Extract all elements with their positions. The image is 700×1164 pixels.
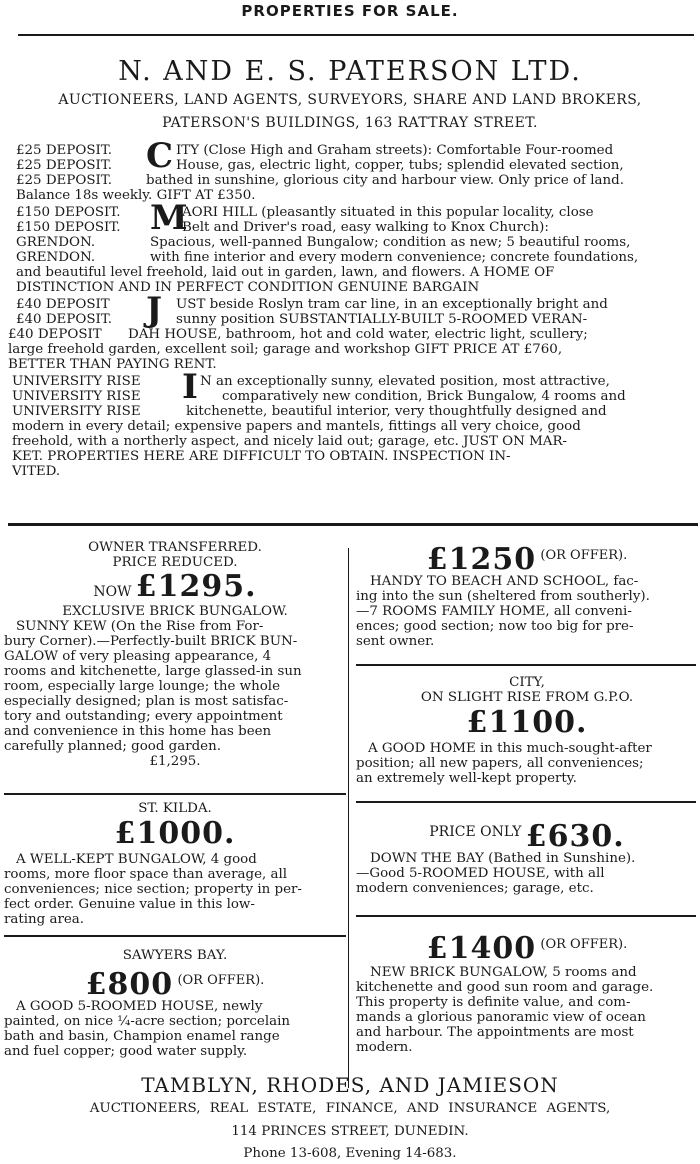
ad-text: and convenience in this home has been <box>4 724 272 739</box>
ad-text: ences; good section; now too big for pre- <box>356 619 634 634</box>
ad-text: —7 ROOMS FAMILY HOME, all conveni- <box>356 604 632 619</box>
page-title: PROPERTIES FOR SALE. <box>241 2 459 20</box>
price-suffix: (OR OFFER). <box>540 548 628 563</box>
listing-side-label: £25 DEPOSIT. <box>16 158 112 173</box>
price-prefix: PRICE ONLY <box>429 824 522 840</box>
price-suffix: (OR OFFER). <box>540 937 628 952</box>
ad-rule <box>356 664 696 666</box>
ad-heading: CITY, <box>509 675 545 690</box>
ad-heading: ST. KILDA. <box>138 801 212 816</box>
paterson-name: N. AND E. S. PATERSON LTD. <box>118 56 582 87</box>
ad-price-row <box>356 538 698 577</box>
listing-text: bathed in sunshine, glorious city and harbour view. Only price of land. <box>146 173 624 188</box>
ad-city-gpo <box>356 675 698 786</box>
ad-text: modern. <box>356 1040 413 1055</box>
ad-new-brick-bungalow <box>356 925 698 1055</box>
ad-text: SUNNY KEW (On the Rise from For- <box>16 619 264 634</box>
ad-text: NEW BRICK BUNGALOW, 5 rooms and <box>370 965 637 980</box>
ad-heading: PRICE REDUCED. <box>112 555 238 570</box>
ad-text: kitchenette and good sun room and garage. <box>356 980 654 995</box>
listing-text: AORI HILL (pleasantly situated in this popular locality, close <box>182 205 594 220</box>
ad-text: especially designed; plan is most satisfac- <box>4 694 289 709</box>
ad-text: and harbour. The appointments are most <box>356 1025 634 1040</box>
ad-text: an extremely well-kept property. <box>356 771 577 786</box>
listing-text: DAH HOUSE, bathroom, hot and cold water, electric light, scullery; <box>128 327 588 342</box>
listing-text: kitchenette, beautiful interior, very thoughtfully designed and <box>186 404 607 419</box>
ad-text: rating area. <box>4 912 85 927</box>
paterson-subtitle-2: PATERSON'S BUILDINGS, 163 RATTRAY STREET. <box>162 115 538 131</box>
listing-text: modern in every detail; expensive papers and mantels, fittings all very choice, good <box>12 419 581 434</box>
listing-text: UST beside Roslyn tram car line, in an exceptionally bright and <box>176 297 608 312</box>
ad-price-row <box>356 705 698 741</box>
price-prefix: NOW <box>93 584 132 600</box>
listing-text: Spacious, well-panned Bungalow; condition as new; 5 beautiful rooms, <box>150 235 631 250</box>
price: £1100. <box>466 705 588 740</box>
listing-text: Belt and Driver's road, easy walking to Knox Church): <box>182 220 549 235</box>
ad-text: modern conveniences; garage, etc. <box>356 881 594 896</box>
ad-text: room, especially large lounge; the whole <box>4 679 280 694</box>
listing-side-label: UNIVERSITY RISE <box>12 389 141 404</box>
section-rule <box>8 523 698 526</box>
ad-footer-price: £1,295. <box>149 754 201 769</box>
listing-side-label: £25 DEPOSIT. <box>16 173 112 188</box>
ad-price-row <box>356 813 698 854</box>
column-divider <box>348 548 349 1088</box>
listing-text: comparatively new condition, Brick Bungalow, 4 rooms and <box>222 389 626 404</box>
ad-sunny-kew <box>4 540 346 769</box>
ad-text: bury Corner).—Perfectly-built BRICK BUN- <box>4 634 298 649</box>
ad-sawyers-bay <box>4 948 346 1059</box>
price: £1295. <box>135 569 257 604</box>
ad-rule <box>4 935 346 937</box>
ad-text: —Good 5-ROOMED HOUSE, with all <box>356 866 605 881</box>
ad-price-row <box>4 816 346 852</box>
ad-text: A GOOD HOME in this much-sought-after <box>368 741 652 756</box>
listing-side-label: £150 DEPOSIT. <box>16 220 121 235</box>
price: £1000. <box>114 816 236 851</box>
listing-side-label: £40 DEPOSIT <box>8 327 102 342</box>
listing-side-label: £40 DEPOSIT <box>16 297 110 312</box>
ad-text: sent owner. <box>356 634 435 649</box>
ad-text: rooms and kitchenette, large glassed-in sun <box>4 664 302 679</box>
ad-text: bath and basin, Champion enamel range <box>4 1029 280 1044</box>
listing-text: KET. PROPERTIES HERE ARE DIFFICULT TO OBTAIN. INSPECTION IN- <box>12 449 511 464</box>
listing-text: and beautiful level freehold, laid out in garden, lawn, and flowers. A HOME OF <box>16 265 555 280</box>
ad-handy-to-beach <box>356 538 698 649</box>
ad-text: conveniences; nice section; property in per- <box>4 882 302 897</box>
ad-price-row <box>4 963 346 1002</box>
ad-text: GALOW of very pleasing appearance, 4 <box>4 649 272 664</box>
ad-text: rooms, more floor space than average, all <box>4 867 288 882</box>
paterson-subtitle-1: AUCTIONEERS, LAND AGENTS, SURVEYORS, SHARE AND LAND BROKERS, <box>58 92 642 108</box>
ad-text: painted, on nice ¼-acre section; porcelain <box>4 1014 290 1029</box>
ad-text: A WELL-KEPT BUNGALOW, 4 good <box>16 852 257 867</box>
ad-heading: OWNER TRANSFERRED. <box>88 540 262 555</box>
listing-text: ITY (Close High and Graham streets): Comfortable Four-roomed <box>176 143 614 158</box>
tamblyn-name: TAMBLYN, RHODES, AND JAMIESON <box>141 1073 559 1097</box>
ad-subheading: EXCLUSIVE BRICK BUNGALOW. <box>62 604 288 619</box>
price: £800 <box>85 967 174 1002</box>
ad-text: and fuel copper; good water supply. <box>4 1044 248 1059</box>
drop-cap: J <box>146 290 163 330</box>
listing-side-label: GRENDON. <box>16 250 96 265</box>
ad-text: fect order. Genuine value in this low- <box>4 897 255 912</box>
ad-heading: ON SLIGHT RISE FROM G.P.O. <box>420 690 634 705</box>
price: £1250 <box>426 542 537 577</box>
ad-rule <box>356 915 696 917</box>
listing-text: DISTINCTION AND IN PERFECT CONDITION GENUINE BARGAIN <box>16 280 480 295</box>
ad-price-row <box>4 570 346 604</box>
ad-text: carefully planned; good garden. <box>4 739 221 754</box>
tamblyn-line-2: 114 PRINCES STREET, DUNEDIN. <box>231 1124 469 1139</box>
listing-text: with fine interior and every modern convenience; concrete foundations, <box>150 250 639 265</box>
listing-text: Balance 18s weekly. GIFT AT £350. <box>16 188 256 203</box>
ad-text: tory and outstanding; every appointment <box>4 709 283 724</box>
ad-text: This property is definite value, and com- <box>356 995 631 1010</box>
ad-st-kilda <box>4 801 346 927</box>
ad-price-row <box>356 925 698 965</box>
tamblyn-line-1: AUCTIONEERS, REAL ESTATE, FINANCE, AND INSURANCE AGENTS, <box>89 1101 611 1116</box>
listing-side-label: £25 DEPOSIT. <box>16 143 112 158</box>
ad-text: A GOOD 5-ROOMED HOUSE, newly <box>16 999 263 1014</box>
ad-text: mands a glorious panoramic view of ocean <box>356 1010 646 1025</box>
ad-heading: SAWYERS BAY. <box>122 948 228 963</box>
listing-text: N an exceptionally sunny, elevated position, most attractive, <box>200 374 610 389</box>
listing-side-label: £150 DEPOSIT. <box>16 205 121 220</box>
drop-cap: M <box>150 198 188 238</box>
ad-text: HANDY TO BEACH AND SCHOOL, fac- <box>370 574 639 589</box>
listing-side-label: UNIVERSITY RISE <box>12 404 141 419</box>
listing-text: VITED. <box>12 464 61 479</box>
tamblyn-line-3: Phone 13-608, Evening 14-683. <box>243 1146 457 1161</box>
ad-text: ing into the sun (sheltered from southerly). <box>356 589 650 604</box>
top-rule <box>18 34 694 36</box>
price: £630. <box>525 819 625 854</box>
listing-text: large freehold garden, excellent soil; garage and workshop GIFT PRICE AT £760, <box>8 342 563 357</box>
drop-cap: I <box>182 367 198 407</box>
ad-rule <box>4 793 346 795</box>
listing-side-label: £40 DEPOSIT. <box>16 312 112 327</box>
price: £1400 <box>426 931 537 966</box>
ad-rule <box>356 801 696 803</box>
ad-down-the-bay <box>356 813 698 896</box>
drop-cap: C <box>146 136 174 176</box>
price-suffix: (OR OFFER). <box>177 973 265 988</box>
listing-text: House, gas, electric light, copper, tubs; splendid elevated section, <box>176 158 624 173</box>
ad-text: DOWN THE BAY (Bathed in Sunshine). <box>370 851 636 866</box>
listing-side-label: GRENDON. <box>16 235 96 250</box>
listing-text: freehold, with a northerly aspect, and nicely laid out; garage, etc. JUST ON MAR- <box>12 434 568 449</box>
listing-text: sunny position SUBSTANTIALLY-BUILT 5-ROOMED VERAN- <box>176 312 588 327</box>
listing-side-label: UNIVERSITY RISE <box>12 374 141 389</box>
listing-text: BETTER THAN PAYING RENT. <box>8 357 217 372</box>
ad-text: position; all new papers, all conveniences; <box>356 756 644 771</box>
